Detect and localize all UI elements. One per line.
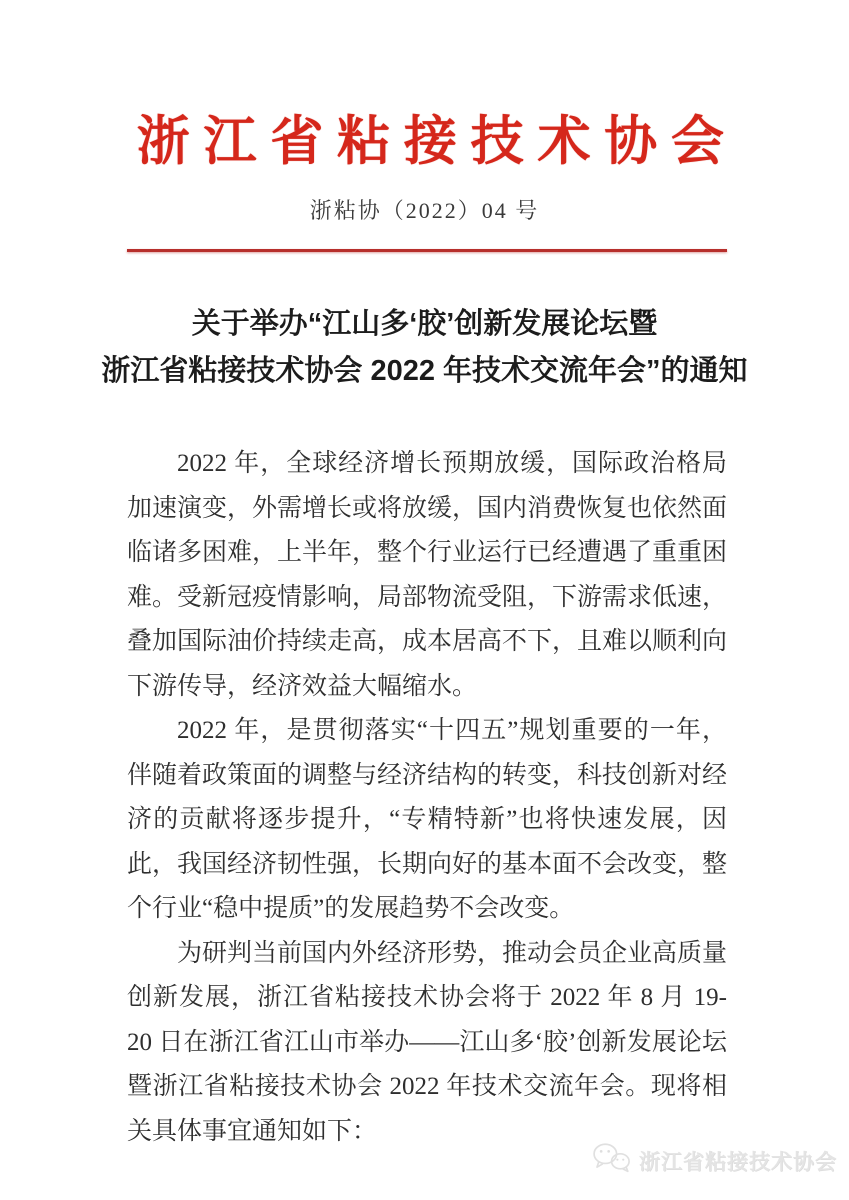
notice-title-line2: 浙江省粘接技术协会 2022 年技术交流年会”的通知: [101, 355, 748, 387]
body-paragraph: 2022 年，是贯彻落实“十四五”规划重要的一年，伴随着政策面的调整与经济结构的转变，科技创新对经济的贡献将逐步提升，“专精特新”也将快速发展，因此，我国经济韧性强，长期向好的基本面不会改变，整个行业“稳中提质”的发展趋势不会改变。: [127, 717, 728, 922]
body-paragraph: 为研判当前国内外经济形势，推动会员企业高质量创新发展，浙江省粘接技术协会将于 2022 年 8 月 19-20 日在浙江省江山市举办——江山多‘胶’创新发展论坛暨浙江省粘接技术协会 2022 年技术交流年会。现将相关具体事宜通知如下：: [127, 939, 728, 1145]
wechat-icon: [592, 1142, 632, 1179]
notice-title: [40, 301, 809, 395]
watermark-text: 浙江省粘接技术协会: [639, 1150, 837, 1174]
letterhead-org-title: 浙江省粘接技术协会: [136, 113, 738, 171]
body-paragraph: 2022 年，全球经济增长预期放缓，国际政治格局加速演变，外需增长或将放缓，国内消费恢复也依然面临诸多困难，上半年，整个行业运行已经遭遇了重重困难。受新冠疫情影响，局部物流受阻，下游需求低速，叠加国际油价持续走高，成本居高不下，且难以顺利向下游传导，经济效益大幅缩水。: [127, 450, 728, 700]
watermark: [592, 1142, 837, 1179]
notice-title-line1: 关于举办“江山多‘胶’创新发展论坛暨: [191, 308, 658, 340]
document-number: 浙粘协（2022）04 号: [309, 198, 540, 223]
notice-body: [127, 442, 727, 1154]
letterhead-red-rule: [127, 249, 727, 252]
